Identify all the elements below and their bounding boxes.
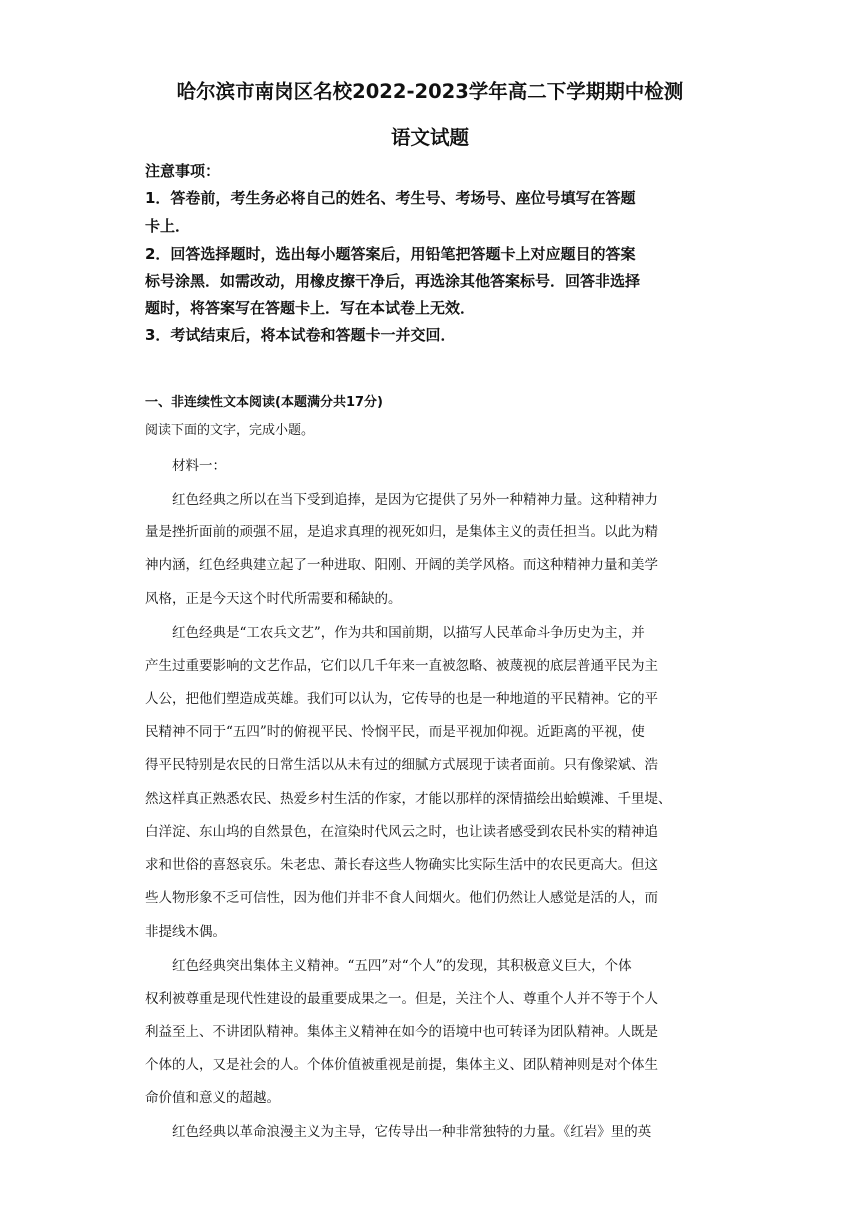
- passage-line: 白洋淀、东山坞的自然景色，在渲染时代风云之时，也让读者感受到农民朴实的精神追: [145, 824, 658, 840]
- passage-line: 命价值和意义的超越。: [145, 1090, 280, 1106]
- passage-line: 红色经典是“工农兵文艺”，作为共和国前期，以描写人民革命斗争历史为主，并: [172, 625, 645, 641]
- notice-line: 2．回答选择题时，选出每小题答案后，用铅笔把答题卡上对应题目的答案: [145, 245, 636, 263]
- passage-line: 神内涵，红色经典建立起了一种进取、阳刚、开阔的美学风格。而这种精神力量和美学: [145, 557, 658, 573]
- section-title: 一、非连续性文本阅读(本题满分共17分): [145, 395, 383, 410]
- passage-line: 然这样真正熟悉农民、热爱乡村生活的作家，才能以那样的深情描绘出蛤蟆滩、千里堤、: [145, 791, 672, 807]
- notice-line: 标号涂黑．如需改动，用橡皮擦干净后，再选涂其他答案标号．回答非选择: [145, 272, 641, 290]
- notice-line: 题时，将答案写在答题卡上．写在本试卷上无效．: [145, 299, 476, 317]
- passage-line: 风格，正是今天这个时代所需要和稀缺的。: [145, 591, 402, 607]
- section-instruction: 阅读下面的文字，完成小题。: [145, 423, 315, 438]
- passage-line: 红色经典突出集体主义精神。“五四”对“个人”的发现，其积极意义巨大，个体: [172, 958, 632, 974]
- passage-line: 得平民特别是农民的日常生活以从未有过的细腻方式展现于读者面前。只有像梁斌、浩: [145, 757, 658, 773]
- document-title: 哈尔滨市南岗区名校2022-2023学年高二下学期期中检测: [176, 80, 684, 103]
- passage-line: 利益至上、不讲团队精神。集体主义精神在如今的语境中也可转译为团队精神。人既是: [145, 1024, 658, 1040]
- passage-line: 红色经典以革命浪漫主义为主导，它传导出一种非常独特的力量。《红岩》里的英: [172, 1124, 652, 1140]
- passage-line: 材料一：: [172, 458, 226, 474]
- passage-line: 量是挫折面前的顽强不屈，是追求真理的视死如归，是集体主义的责任担当。以此为精: [145, 524, 658, 540]
- passage-line: 红色经典之所以在当下受到追捧，是因为它提供了另外一种精神力量。这种精神力: [172, 492, 658, 508]
- passage-line: 非提线木偶。: [145, 924, 226, 940]
- passage-line: 个体的人，又是社会的人。个体价值被重视是前提，集体主义、团队精神则是对个体生: [145, 1057, 658, 1073]
- passage-line: 些人物形象不乏可信性，因为他们并非不食人间烟火。他们仍然让人感觉是活的人，而: [145, 890, 658, 906]
- passage-line: 人公，把他们塑造成英雄。我们可以认为，它传导的也是一种地道的平民精神。它的平: [145, 691, 658, 707]
- passage-line: 民精神不同于“五四”时的俯视平民、怜悯平民，而是平视加仰视。近距离的平视，使: [145, 724, 645, 740]
- notice-line: 卡上．: [145, 217, 191, 235]
- document-subtitle: 语文试题: [390, 126, 469, 149]
- notice-line: 3．考试结束后，将本试卷和答题卡一并交回．: [145, 326, 456, 344]
- passage-line: 产生过重要影响的文艺作品，它们以几千年来一直被忽略、被蔑视的底层普通平民为主: [145, 658, 658, 674]
- notice-line: 1．答卷前，考生务必将自己的姓名、考生号、考场号、座位号填写在答题: [145, 189, 636, 207]
- passage-line: 权利被尊重是现代性建设的最重要成果之一。但是，关注个人、尊重个人并不等于个人: [145, 991, 658, 1007]
- notice-heading: 注意事项：: [145, 162, 221, 180]
- passage-line: 求和世俗的喜怒哀乐。朱老忠、萧长春这些人物确实比实际生活中的农民更高大。但这: [145, 857, 658, 873]
